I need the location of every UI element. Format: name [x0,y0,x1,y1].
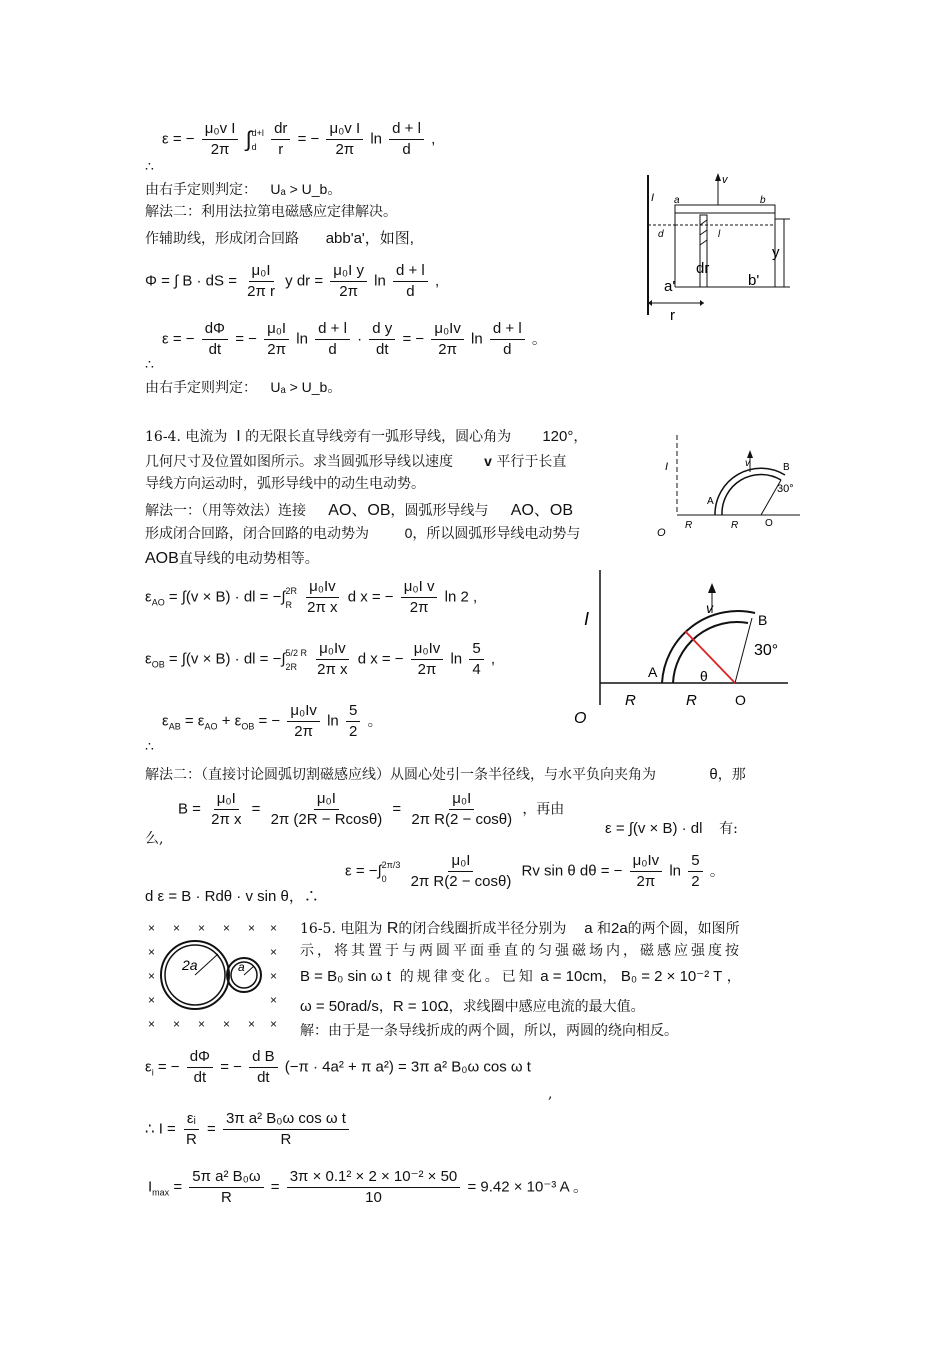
problem-16-4-line2: 几何尺寸及位置如图所示。求当圆弧形导线以速度 v 平行于长直 [145,453,567,470]
fig2-label-A: A [707,496,714,507]
svg-text:×: × [270,969,278,983]
svg-text:×: × [148,921,156,935]
fig1-label-r: r [670,307,675,324]
fig3-label-B: B [758,612,768,628]
problem-16-5-line1: 16-5. 电阻为 R的闭合线圈折成半径分别为 a 和2a的两个圆，如图所 [300,920,740,937]
fig2-label-O-center: O [765,518,773,529]
comma: , [548,1086,553,1102]
problem-16-5-line2: 示，将其置于与两圆平面垂直的匀强磁场内，磁感应强度按 [300,943,742,959]
problem-16-4-line1: 16-4. 电流为 I 的无限长直导线旁有一弧形导线，圆心角为 120°， [145,428,588,445]
fig3-label-A: A [648,664,658,680]
fig1-label-dr: dr [696,260,710,277]
eq-emf-def: ε = ∫(v × B) · dl 有: [605,820,738,837]
rule-line-2: 由右手定则判定： Uₐ > U_b。 [145,379,342,396]
fig3-label-O-center: O [735,692,746,708]
svg-text:×: × [270,993,278,1007]
method1-line2: 形成闭合回路，闭合回路的电动势为 0，所以圆弧形导线电动势与 [145,525,581,542]
fig3-label-O: O [574,710,587,727]
figure-rod-near-wire [630,165,800,325]
svg-text:×: × [173,921,181,935]
problem-16-5-solution: 解：由于是一条导线折成的两个圆，所以，两圆的绕向相反。 [300,1023,678,1039]
fig2-label-B: B [783,462,790,473]
method2-line: 解法二：（直接讨论圆弧切割磁感应线）从圆心处引一条半径线，与水平负向夹角为 θ，那 [145,766,746,783]
eq-emf-OB: $\varepsilon_{OB} = \int(v \times B)$ · dl = −∫ 5/2 R 2R $\frac{\text{μ₀Iv}}{\text{2π x}}$ d x = − $\frac{\text{μ₀Iv}}{2\pi}$ ln $\frac{5}{4}$ , [145,640,496,678]
svg-text:×: × [148,969,156,983]
svg-text:×: × [148,1017,156,1031]
svg-text:×: × [223,921,231,935]
svg-text:×: × [270,921,278,935]
fig1-label-b: b [760,195,766,206]
svg-text:×: × [173,1017,181,1031]
problem-16-5-line4: ω = 50rad/s，R = 10Ω，求线圈中感应电流的最大值。 [300,998,645,1015]
svg-text:×: × [248,1017,256,1031]
fig3-label-v: v [706,600,713,616]
method2-na-me: 么, [145,831,164,847]
fig1-label-a: a [674,195,680,206]
eq-induced-emf: $\varepsilon_i$ = − $\frac{d\Phi}{dt}$ = − $\frac{\text{d B}}{dt}$ (−π · 4a² + π a²) = 3π a² B₀ω cos ω t [145,1048,531,1086]
fig1-label-b-prime: b' [748,272,760,289]
fig1-label-y: y [772,244,780,261]
svg-text:×: × [270,1017,278,1031]
svg-text:×: × [248,921,256,935]
fig2-label-30: 30° [777,483,794,495]
therefore-symbol: ∴ [145,739,154,755]
eq-B-field: B = $\frac{\text{μ₀I}}{\text{2π x}}$ = $\frac{\text{μ₀I}}{2\pi (2R - Rcos\theta)}$ = $\frac{\text{μ₀I}}{\text{2π R(2 − cosθ)}}$ ，再由 [178,790,565,828]
svg-text:×: × [148,945,156,959]
fig1-label-I: I [651,192,655,204]
method1-line1: 解法一：（用等效法）连接 AO、OB，圆弧形导线与 AO、OB [145,502,574,519]
fig1-label-v: v [722,174,728,186]
rule-line-1: 由右手定则判定： Uₐ > U_b。 [145,181,342,198]
eq-emf-flux: ε = − $\frac{d\Phi}{dt}$ = − $\frac{\text{μ₀I}}{2\pi}$ ln $\frac{d + l}{d}$ · $\frac{\text{d y}}{dt}$ = − $\frac{\text{μ₀Iv}}{2\pi}$ ln $\frac{d + l}{d}$ 。 [162,320,547,358]
fig1-label-l: l [718,229,721,240]
fig2-label-I: I [665,461,669,473]
problem-16-5-line3: B = B₀ sin ω t 的规律变化。已知 a = 10cm， B₀ = 2 × 10⁻² T ， [300,968,741,985]
svg-text:×: × [270,945,278,959]
fig3-label-R2: R [686,692,697,709]
eq-emf-AB: $\varepsilon_{AB} = \varepsilon_{AO} + \varepsilon_{OB}$ = − $\frac{\text{μ₀Iv}}{2\pi}$ ln $\frac{5}{2}$ 。 [162,702,383,740]
therefore-symbol: ∴ [145,159,154,175]
svg-text:×: × [198,921,206,935]
fig4-label-2a: 2a [182,957,198,973]
eq-emf-final: ε = −∫ 2π/3 0 $\frac{\text{μ₀I}}{\text{2π R(2 − cosθ)}}$ Rv sin θ dθ = − $\frac{\text{μ₀Iv}}{2\pi}$ ln $\frac{5}{2}$ 。 [345,852,725,890]
fig2-label-v: v [745,458,750,469]
svg-text:×: × [198,1017,206,1031]
eq-d-emf: d ε = B · Rdθ · v sin θ，∴ [145,888,319,905]
aux-line: 作辅助线，形成闭合回路 abb'a'，如图, [145,230,414,247]
fig1-label-a-prime: a' [664,278,676,295]
figure-arc-large [570,565,795,730]
svg-text:×: × [148,993,156,1007]
fig2-label-O: O [657,527,666,539]
figure-two-coils [140,918,285,1033]
svg-text:×: × [223,1017,231,1031]
fig3-label-30: 30° [754,642,779,659]
method1-line3: AOB直导线的电动势相等。 [145,550,319,567]
eq-emf-AO: $\varepsilon_{AO} = \int(v \times B)$ · dl = −∫ 2R R $\frac{\text{μ₀Iv}}{\text{2π x}}$ d x = − $\frac{\text{μ₀I v}}{2\pi}$ ln 2 , [145,578,478,616]
problem-16-4-line3: 导线方向运动时，弧形导线中的动生电动势。 [145,476,425,492]
fig3-label-theta: θ [700,668,708,684]
therefore-symbol: ∴ [145,357,154,373]
fig3-label-R1: R [625,692,636,709]
eq-flux: Φ = ∫ B · dS = $\frac{\text{μ₀I}}{\text{2π r}}$ y dr = $\frac{\text{μ₀I y}}{2\pi}$ ln $\frac{d + l}{d}$ , [145,262,440,300]
figure-arc-small [645,430,805,545]
fig2-label-R2: R [731,520,739,531]
eq-current: ∴ I = $\frac{\text{εᵢ}}{R}$ = $\frac{\text{3π a² B₀ω cos ω t}}{R}$ [145,1110,352,1149]
method2-heading: 解法二：利用法拉第电磁感应定律解决。 [145,204,397,220]
fig2-label-R1: R [685,520,693,531]
eq1-emf-integral: ε = − $\frac{\text{μ₀v I}}{2\pi}$ ∫ d+l d $\frac{dr}{r}$ = − $\frac{\text{μ₀v I}}{2\pi}$ ln $\frac{d + l}{d}$ , [162,120,436,158]
fig1-label-d: d [658,229,664,240]
fig3-label-I: I [584,609,590,629]
eq-current-max: $I_{max}$ = $\frac{\text{5π a² B₀ω}}{R}$ = $\frac{\text{3π × 0.1² × 2 × 10⁻² × 50}}{10}$ = 9.42 × 10⁻³ A 。 [148,1168,588,1206]
fig4-label-a: a [238,960,245,974]
